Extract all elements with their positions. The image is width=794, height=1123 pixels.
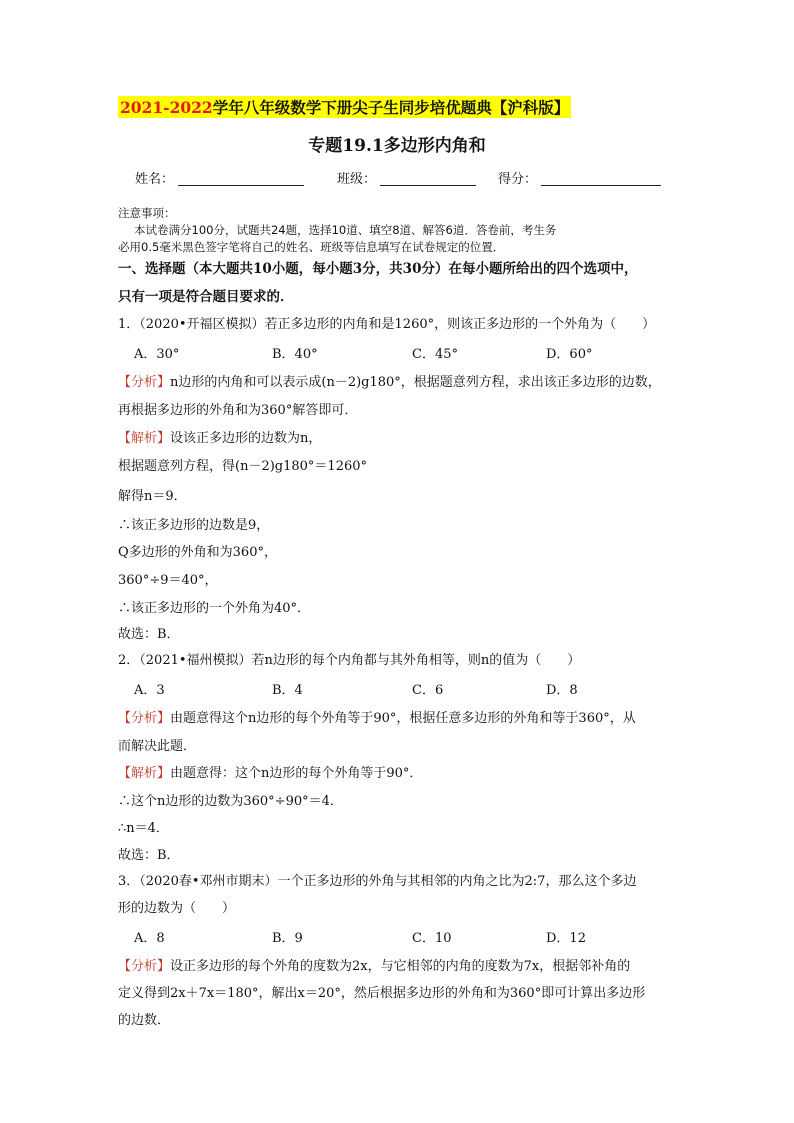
- q1-analysis-line-1: 【分析】n边形的内角和可以表示成(n－2)g180°，根据题意列方程，求出该正多边形的边数，: [118, 375, 661, 390]
- analysis-tag: 【分析】: [118, 959, 171, 974]
- q3-option-c[interactable]: C．10: [412, 931, 452, 946]
- q1-solution-line: 解得n＝9．: [118, 489, 187, 504]
- q3-analysis-line-1: 【分析】设正多边形的每个外角的度数为2x，与它相邻的内角的度数为7x，根据邻补角的: [118, 959, 631, 974]
- banner: [118, 96, 571, 118]
- q1-option-c[interactable]: C．45°: [412, 347, 458, 362]
- name-blank[interactable]: [178, 172, 304, 186]
- q3-option-d[interactable]: D．12: [546, 931, 586, 946]
- q1-option-b[interactable]: B．40°: [272, 347, 318, 362]
- q3-option-b[interactable]: B．9: [272, 931, 303, 946]
- q2-option-c[interactable]: C．6: [412, 683, 444, 698]
- q1-solution-line: Q多边形的外角和为360°，: [118, 545, 277, 560]
- notice-line-2: 必用0.5毫米黑色签字笔将自己的姓名、班级等信息填写在试卷规定的位置．: [118, 240, 505, 254]
- q2-option-a[interactable]: A．3: [134, 683, 165, 698]
- q2-option-d[interactable]: D．8: [546, 683, 578, 698]
- analysis-tag: 【分析】: [118, 711, 171, 726]
- solution-tag: 【解析】: [118, 431, 171, 446]
- class-field[interactable]: [337, 168, 476, 187]
- notice-heading: 注意事项：: [118, 206, 176, 220]
- banner-year: 2021-2022: [120, 98, 213, 117]
- solution-tag: 【解析】: [118, 766, 171, 781]
- q1-solution-line: 故选：B．: [118, 627, 180, 642]
- class-blank[interactable]: [380, 172, 476, 186]
- question-2-stem: 2．（2021•福州模拟）若n边形的每个内角都与其外角相等，则n的值为（ ）: [118, 653, 581, 668]
- q1-solution-line: ∴该正多边形的边数是9，: [118, 518, 270, 533]
- q2-option-b[interactable]: B．4: [272, 683, 303, 698]
- q2-solution-line: ∴n＝4．: [118, 821, 169, 836]
- score-blank[interactable]: [541, 172, 661, 186]
- q1-option-a[interactable]: A．30°: [134, 347, 180, 362]
- page-title: 专题19.1多边形内角和: [308, 136, 486, 156]
- notice-line-1: 本试卷满分100分，试题共24题，选择10道、填空8道、解答6道．答卷前，考生务: [134, 223, 557, 237]
- q3-analysis-line-3: 的边数．: [118, 1013, 171, 1028]
- q2-solution-line-1: 【解析】由题意得：这个n边形的每个外角等于90°．: [118, 766, 423, 781]
- question-3-stem-line-1: 3．（2020春•邓州市期末）一个正多边形的外角与其相邻的内角之比为2:7，那么这个多边: [118, 874, 637, 889]
- q2-analysis-line-1: 【分析】由题意得这个n边形的每个外角等于90°，根据任意多边形的外角和等于360°，从: [118, 711, 636, 726]
- class-label: 班级：: [337, 172, 377, 187]
- q1-solution-line: 360°÷9＝40°，: [118, 573, 218, 588]
- section-heading-line-2: 只有一项是符合题目要求的．: [118, 289, 294, 305]
- score-label: 得分：: [498, 172, 538, 187]
- name-field[interactable]: [135, 168, 304, 187]
- q1-solution-line-1: 【解析】设该正多边形的边数为n，: [118, 431, 322, 446]
- q3-analysis-line-2: 定义得到2x＋7x＝180°，解出x＝20°，然后根据多边形的外角和为360°即可计算出多边形: [118, 986, 646, 1001]
- q2-solution-line: 故选：B．: [118, 848, 180, 863]
- q1-option-d[interactable]: D．60°: [546, 347, 593, 362]
- section-heading-line-1: 一、选择题（本大题共10小题，每小题3分，共30分）在每小题所给出的四个选项中，: [118, 261, 638, 277]
- banner-text: 学年八年级数学下册尖子生同步培优题典【沪科版】: [212, 98, 570, 117]
- q1-solution-line: 根据题意列方程，得(n－2)g180°＝1260°: [118, 459, 368, 474]
- analysis-tag: 【分析】: [118, 375, 171, 390]
- q2-solution-line: ∴这个n边形的边数为360°÷90°＝4．: [118, 794, 343, 809]
- score-field[interactable]: [498, 168, 661, 187]
- name-label: 姓名：: [135, 172, 175, 187]
- question-1-stem: 1．（2020•开福区模拟）若正多边形的内角和是1260°，则该正多边形的一个外角为（ ）: [118, 317, 656, 332]
- q3-option-a[interactable]: A．8: [134, 931, 165, 946]
- q2-analysis-line-2: 而解决此题．: [118, 739, 197, 754]
- q1-solution-line: ∴该正多边形的一个外角为40°．: [118, 601, 311, 616]
- question-3-stem-line-2: 形的边数为（ ）: [118, 901, 236, 916]
- q1-analysis-line-2: 再根据多边形的外角和为360°解答即可．: [118, 403, 358, 418]
